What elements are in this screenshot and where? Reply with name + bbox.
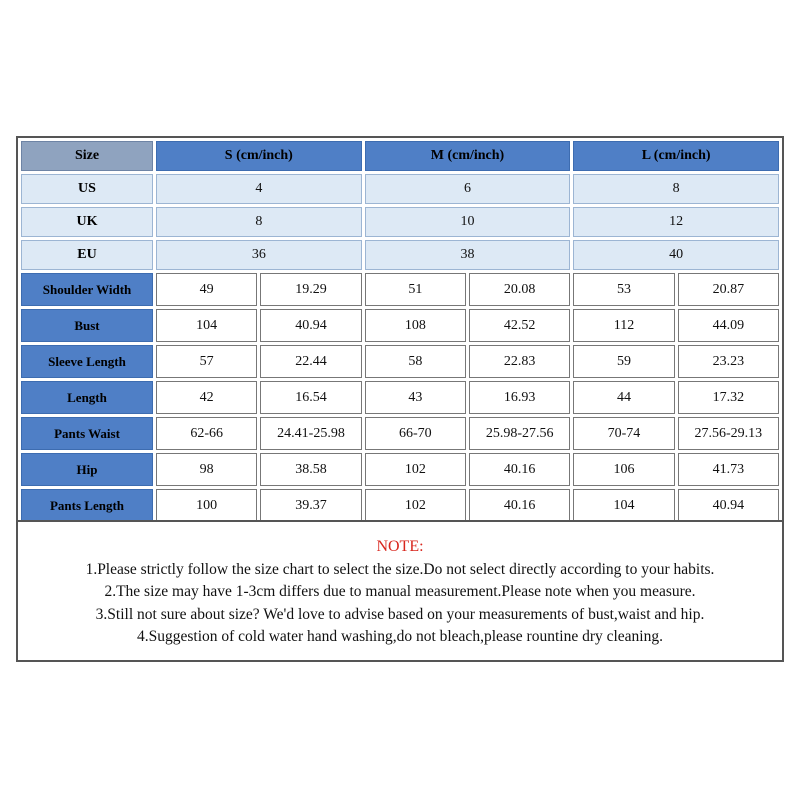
measurement-value: 40.16	[469, 453, 570, 486]
measurement-value: 43	[365, 381, 466, 414]
measurement-value: 58	[365, 345, 466, 378]
size-l-header: L (cm/inch)	[573, 141, 779, 171]
notes-box	[16, 520, 784, 662]
measurement-value: 57	[156, 345, 257, 378]
measurement-row	[21, 345, 779, 378]
measurement-label: Pants Waist	[21, 417, 153, 450]
measurement-value: 19.29	[260, 273, 361, 306]
measurement-value: 23.23	[678, 345, 779, 378]
measurement-value: 42	[156, 381, 257, 414]
note-line-3: 3.Still not sure about size? We'd love to advise based on your measurements of bust,waist and hip.	[95, 605, 705, 623]
measurement-row	[21, 309, 779, 342]
measurement-row	[21, 417, 779, 450]
measurement-value: 62-66	[156, 417, 257, 450]
conversion-value: 12	[573, 207, 779, 237]
measurement-value: 22.44	[260, 345, 361, 378]
measurement-value: 40.16	[469, 489, 570, 522]
conversion-value: 6	[365, 174, 571, 204]
measurement-row	[21, 273, 779, 306]
size-header-cell: Size	[21, 141, 153, 171]
measurement-value: 16.54	[260, 381, 361, 414]
conversion-value: 40	[573, 240, 779, 270]
measurement-value: 102	[365, 489, 466, 522]
measurement-value: 17.32	[678, 381, 779, 414]
measurement-value: 20.08	[469, 273, 570, 306]
measurement-value: 44	[573, 381, 674, 414]
conversion-label: US	[21, 174, 153, 204]
measurement-value: 20.87	[678, 273, 779, 306]
measurement-value: 38.58	[260, 453, 361, 486]
measurement-value: 106	[573, 453, 674, 486]
measurement-value: 16.93	[469, 381, 570, 414]
conversion-value: 36	[156, 240, 362, 270]
measurement-label: Length	[21, 381, 153, 414]
measurement-value: 59	[573, 345, 674, 378]
measurement-value: 24.41-25.98	[260, 417, 361, 450]
conversion-value: 8	[156, 207, 362, 237]
measurement-label: Shoulder Width	[21, 273, 153, 306]
measurement-row	[21, 453, 779, 486]
measurement-value: 112	[573, 309, 674, 342]
measurement-label: Pants Length	[21, 489, 153, 522]
measurement-value: 40.94	[678, 489, 779, 522]
measurement-value: 51	[365, 273, 466, 306]
measurement-value: 40.94	[260, 309, 361, 342]
measurement-value: 98	[156, 453, 257, 486]
conversion-value: 38	[365, 240, 571, 270]
conversion-label: EU	[21, 240, 153, 270]
measurement-value: 104	[573, 489, 674, 522]
measurement-value: 39.37	[260, 489, 361, 522]
measurement-row	[21, 489, 779, 522]
size-m-header: M (cm/inch)	[365, 141, 571, 171]
measurement-value: 53	[573, 273, 674, 306]
measurement-value: 108	[365, 309, 466, 342]
conversion-value: 8	[573, 174, 779, 204]
measurement-value: 44.09	[678, 309, 779, 342]
measurement-value: 41.73	[678, 453, 779, 486]
measurement-label: Hip	[21, 453, 153, 486]
conversion-row-uk	[21, 207, 779, 237]
conversion-row-eu	[21, 240, 779, 270]
conversion-row-us	[21, 174, 779, 204]
size-s-header: S (cm/inch)	[156, 141, 362, 171]
measurement-label: Sleeve Length	[21, 345, 153, 378]
conversion-value: 4	[156, 174, 362, 204]
note-line-4: 4.Suggestion of cold water hand washing,do not bleach,please rountine dry cleaning.	[136, 628, 663, 645]
measurement-value: 104	[156, 309, 257, 342]
note-title: NOTE:	[376, 538, 424, 555]
measurement-value: 100	[156, 489, 257, 522]
header-row	[21, 141, 779, 171]
measurement-value: 22.83	[469, 345, 570, 378]
measurement-value: 25.98-27.56	[469, 417, 570, 450]
measurement-row	[21, 381, 779, 414]
measurement-value: 42.52	[469, 309, 570, 342]
conversion-value: 10	[365, 207, 571, 237]
size-chart-table	[16, 136, 784, 527]
measurement-value: 66-70	[365, 417, 466, 450]
conversion-label: UK	[21, 207, 153, 237]
note-line-1: 1.Please strictly follow the size chart to select the size.Do not select directly according to your habits.	[85, 560, 715, 578]
measurement-label: Bust	[21, 309, 153, 342]
measurement-value: 27.56-29.13	[678, 417, 779, 450]
measurement-value: 102	[365, 453, 466, 486]
measurement-value: 49	[156, 273, 257, 306]
measurement-value: 70-74	[573, 417, 674, 450]
note-line-2: 2.The size may have 1-3cm differs due to manual measurement.Please note when you measure.	[104, 583, 696, 600]
